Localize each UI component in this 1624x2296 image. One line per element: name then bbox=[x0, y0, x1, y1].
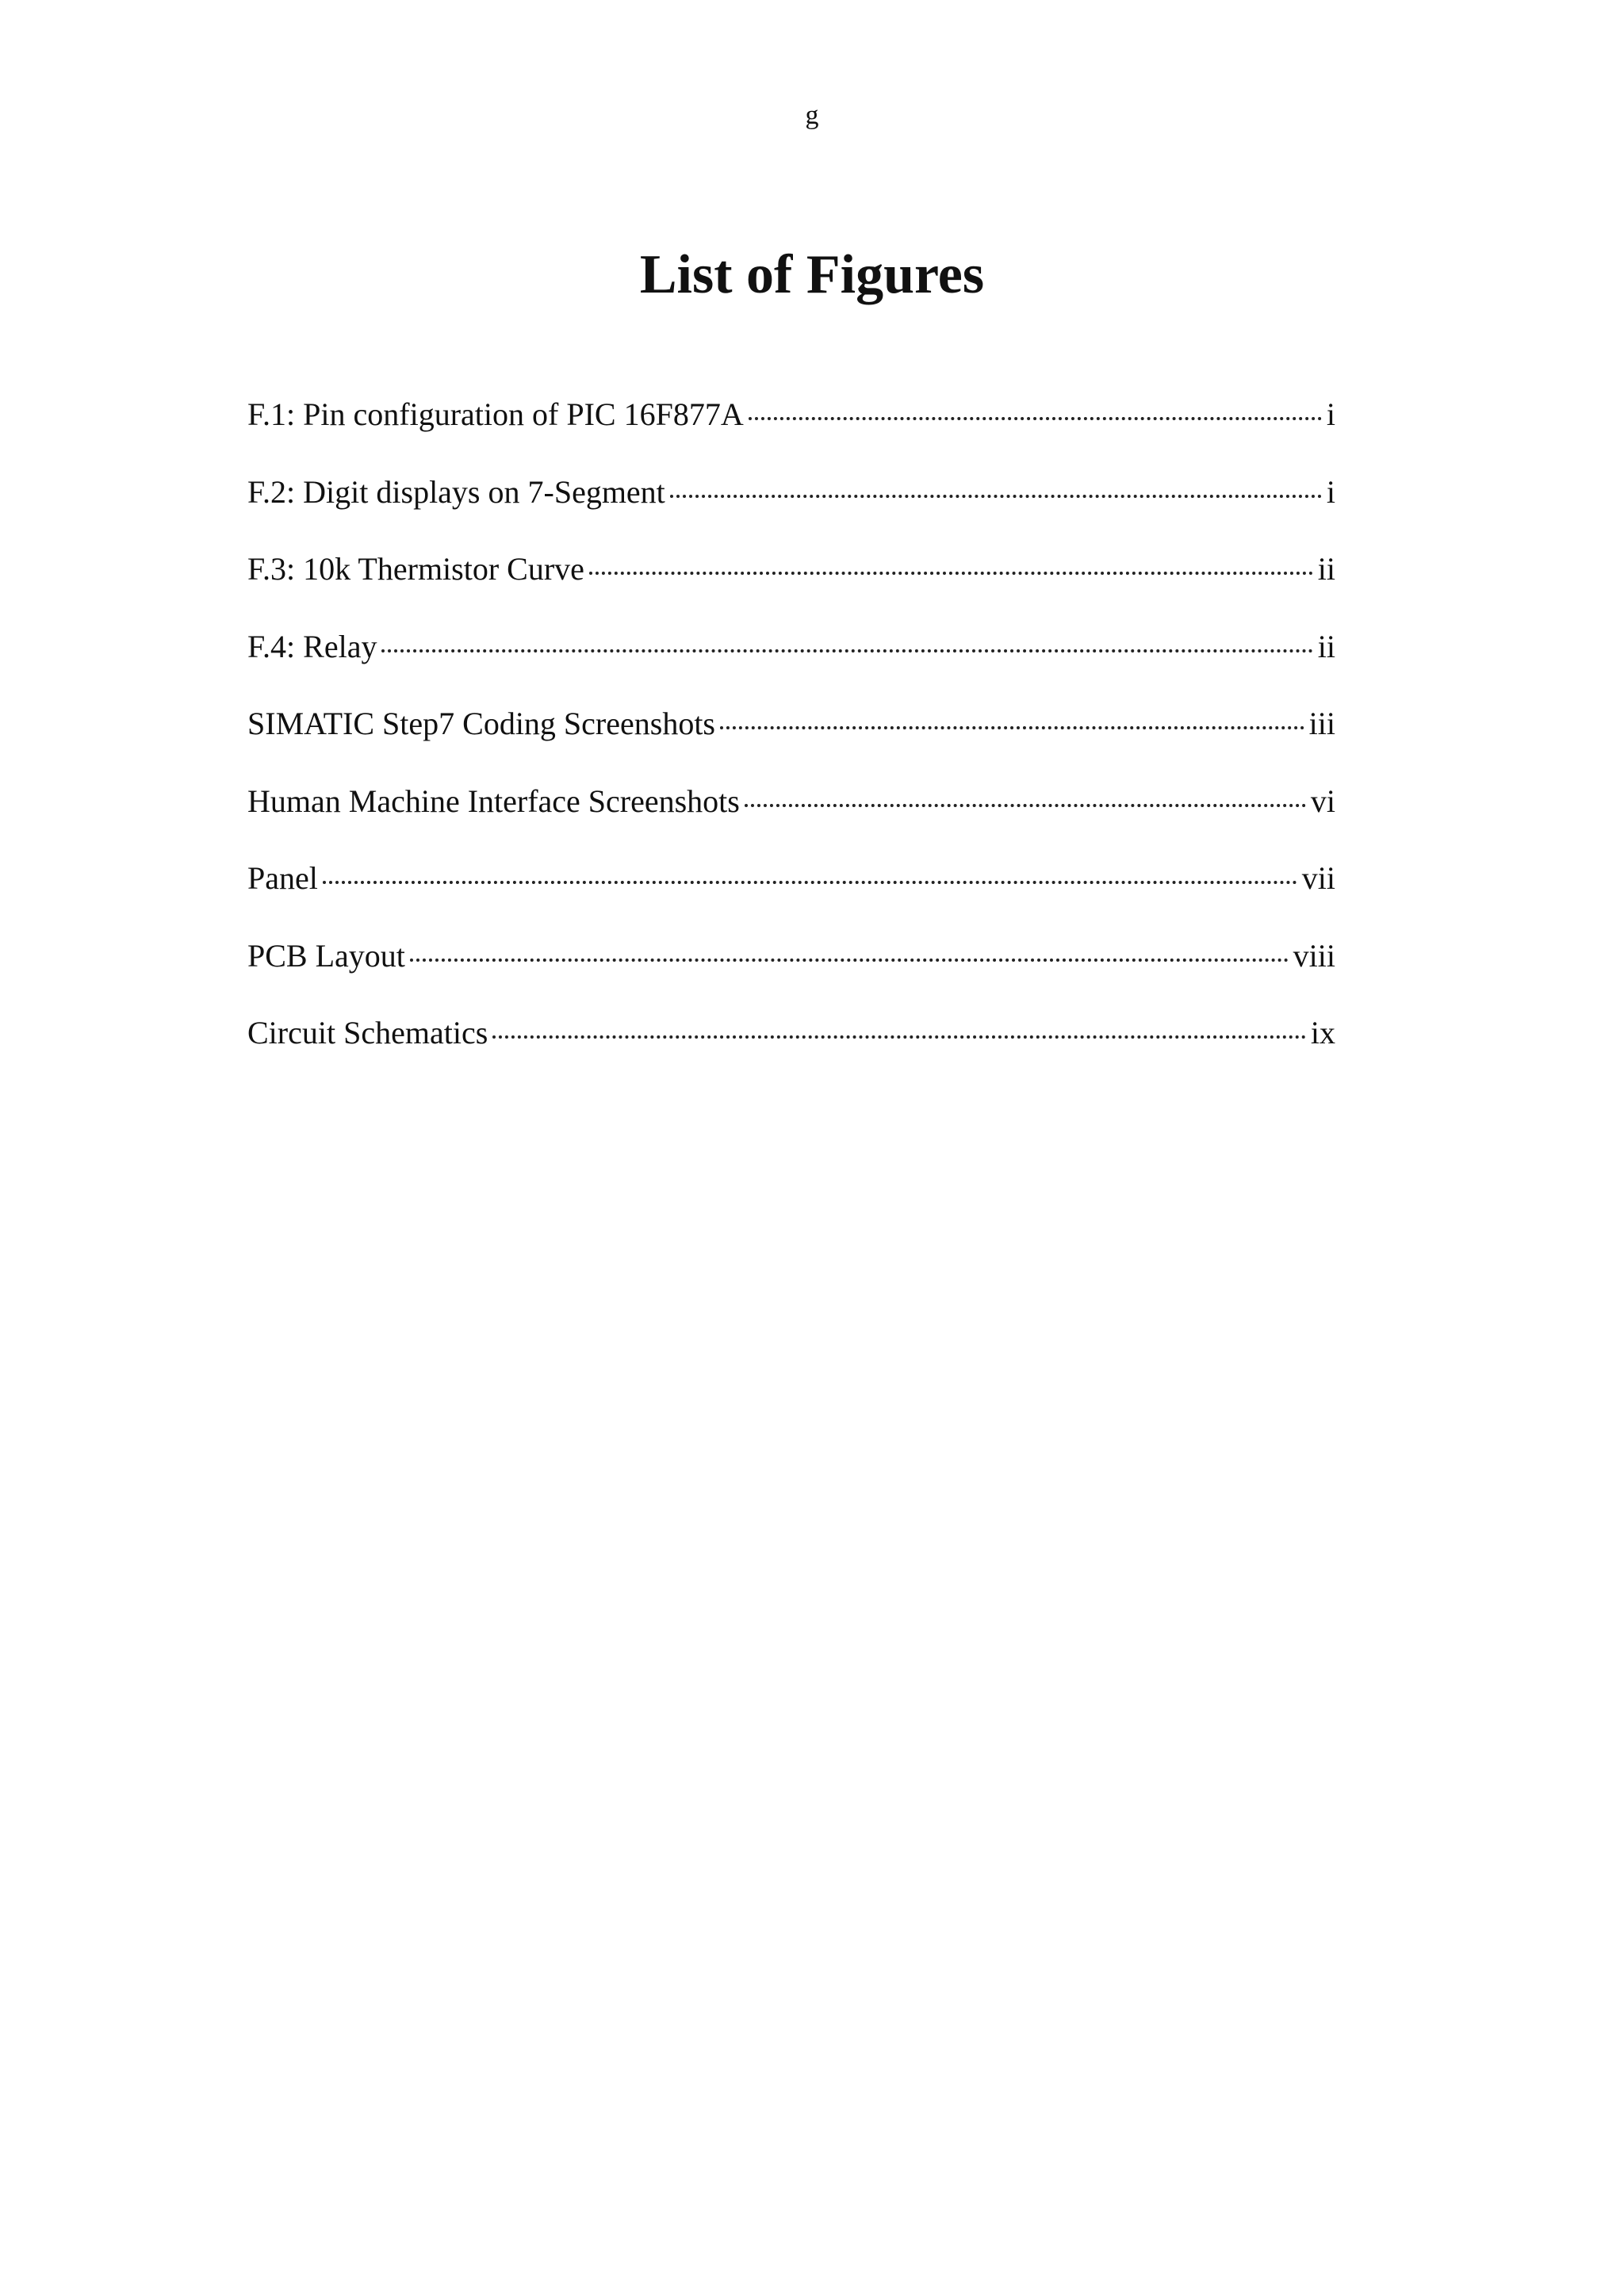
figure-entry[interactable] bbox=[247, 934, 1335, 1012]
figure-entry-page: i bbox=[1326, 473, 1335, 510]
figure-entry[interactable] bbox=[247, 547, 1335, 625]
figure-entry-title: Circuit Schematics bbox=[247, 1015, 488, 1050]
page-number: g bbox=[805, 101, 819, 130]
dot-leader bbox=[410, 959, 1289, 962]
figure-entry-title: F.3: 10k Thermistor Curve bbox=[247, 551, 584, 587]
figure-entry[interactable] bbox=[247, 856, 1335, 934]
figure-entry-title: F.1: Pin configuration of PIC 16F877A bbox=[247, 396, 744, 432]
figure-entry-title: SIMATIC Step7 Coding Screenshots bbox=[247, 706, 715, 741]
figure-entry-page: i bbox=[1326, 396, 1335, 432]
figure-entry-page: ii bbox=[1317, 551, 1335, 587]
figure-entry[interactable] bbox=[247, 625, 1335, 702]
figure-entry-page: vii bbox=[1301, 860, 1335, 896]
figure-entry-page: iii bbox=[1308, 706, 1335, 741]
figure-entry[interactable] bbox=[247, 1011, 1335, 1089]
dot-leader bbox=[492, 1035, 1306, 1039]
dot-leader bbox=[670, 495, 1322, 498]
figure-entry-title: F.2: Digit displays on 7-Segment bbox=[247, 473, 665, 510]
page-title: List of Figures bbox=[639, 244, 985, 305]
figure-entry-title: Human Machine Interface Screenshots bbox=[247, 783, 740, 819]
figure-list bbox=[247, 392, 1335, 1089]
dot-leader bbox=[749, 417, 1322, 420]
dot-leader bbox=[323, 881, 1297, 884]
figure-entry-page: viii bbox=[1293, 937, 1335, 974]
dot-leader bbox=[381, 649, 1312, 652]
figure-entry[interactable] bbox=[247, 779, 1335, 857]
dot-leader bbox=[720, 726, 1304, 729]
dot-leader bbox=[745, 804, 1306, 807]
figure-entry-page: ix bbox=[1310, 1015, 1335, 1050]
figure-entry[interactable] bbox=[247, 470, 1335, 548]
dot-leader bbox=[589, 572, 1313, 575]
figure-entry-page: vi bbox=[1310, 783, 1335, 819]
figure-entry-page: ii bbox=[1317, 628, 1335, 664]
figure-entry-title: F.4: Relay bbox=[247, 628, 377, 664]
figure-entry[interactable] bbox=[247, 702, 1335, 779]
figure-entry[interactable] bbox=[247, 392, 1335, 470]
figure-entry-title: Panel bbox=[247, 860, 318, 896]
figure-entry-title: PCB Layout bbox=[247, 937, 405, 974]
